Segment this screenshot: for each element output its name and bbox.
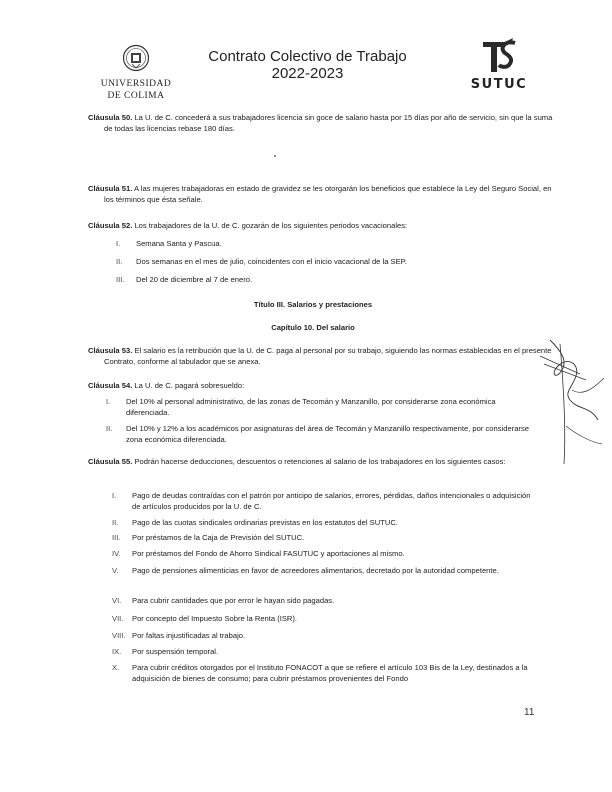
union-name: SUTUC (470, 77, 528, 92)
clausula-50 (88, 112, 554, 134)
clausula-50-text: La U. de C. concederá a sus trabajadores licencia sin goce de salario hasta por 15 días por año de servicio, sin que la suma de todas las licencias rebase 180 días. (104, 113, 553, 133)
clausula-54-text: La U. de C. pagará sobresueldo: (132, 381, 245, 390)
clausula-54-label: Cláusula 54. (88, 381, 133, 390)
clausula-53 (88, 345, 554, 367)
university-seal-icon (122, 44, 150, 72)
signature-icon (520, 330, 610, 470)
university-name-line1: UNIVERSIDAD (100, 79, 172, 89)
clausula-52-text: Los trabajadores de la U. de C. gozarán de los siguientes periodos vacacionales: (132, 221, 408, 230)
title-line1: Contrato Colectivo de Trabajo (208, 48, 407, 65)
page-number: 11 (524, 707, 535, 718)
clausula-53-label: Cláusula 53. (88, 346, 133, 355)
list-item: II. Del 10% y 12% a los académicos por asignaturas del área de Tecomán y Manzanillo respectivamente, por considerarse zona económica diferenciada. (106, 424, 529, 444)
sutuc-logo-icon (477, 38, 521, 74)
section-title: Título III. Salarios y prestaciones (253, 300, 373, 309)
list-item: I. Del 10% al personal administrativo, de las zonas de Tecomán y Manzanillo, por considerarse zona económica diferenciada. (106, 397, 496, 417)
clausula-55-text: Podrán hacerse deducciones, descuentos o retenciones al salario de los trabajadores en los siguientes casos: (132, 457, 506, 466)
chapter-title: Capítulo 10. Del salario (271, 323, 355, 332)
list-item: X. Para cubrir créditos otorgados por el Instituto FONACOT a que se refiere el artículo 103 Bis de la Ley, destinados a la adquisición de bienes de consumo; para cubrir préstamos provenientes del Fondo (112, 663, 528, 683)
clausula-51 (88, 183, 554, 205)
scan-speck (274, 155, 276, 157)
list-item: V. Pago de pensiones alimenticias en favor de acreedores alimentarios, decretado por la autoridad competente. (112, 566, 499, 575)
clausula-55 (88, 456, 554, 467)
clausula-53-text: El salario es la retribución que la U. de C. paga al personal por su trabajo, siguiendo las normas establecidas en el presente Contrato, conforme al tabulador que se anexa. (104, 346, 552, 366)
union-logo (466, 38, 532, 92)
clausula-55-label: Cláusula 55. (88, 457, 133, 466)
clausula-51-text: A las mujeres trabajadoras en estado de gravidez se les otorgarán los beneficios que establece la Ley del Seguro Social, en los términos que ésta señale. (104, 184, 552, 204)
clausula-50-label: Cláusula 50. (88, 113, 133, 122)
document-title (200, 48, 415, 82)
list-item: I. Pago de deudas contraídas con el patrón por anticipo de salarios, errores, pérdidas, daños intencionales o adquisición de artículos producidos por la U. de C. (112, 491, 531, 511)
clausula-51-label: Cláusula 51. (88, 184, 133, 193)
university-logo (100, 44, 172, 101)
document-page: UNIVERSIDAD DE COLIMA Contrato Colectivo de Trabajo 2022-2023 SUTUC Cláusula 50. La U. de C. concederá a sus trabajadores licencia sin goce de salario hasta por 15 días por año de servicio, sin que la suma de todas las licencias rebase 180 días. Cláusula 51. A las mujeres trabajadoras en estado de gravidez se les otorgarán los beneficios que establece la Ley del Seguro Social, en los términos que ésta señale. Cláusula 52. Los trabajadores de la U. de C. gozarán de los siguientes periodos vacacionales: I. Semana Santa y Pascua. II. Dos semanas en el mes de julio, coincidentes con el inicio vacacional de la SEP. III. Del 20 de diciembre al 7 de enero. Título III. Salarios y prestaciones Capítulo 10. Del salario Cláusula 53. El salario es la retribución que la U. de C. paga al personal por su trabajo, siguiendo las normas establecidas en el presente Contrato, conforme al tabulador que se anexa. Cláusula 54. La U. de C. pagará sobresueldo: I. Del 10% al personal administrativo, de las zonas de Tecomán y Manzanillo, por considerarse zona económica diferenciada. II. Del 10% y 12% a los académicos por asignaturas del área de Tecomán y Manzanillo respectivamente, por considerarse zona económica diferenciada. Cláusula 55. Podrán hacerse deducciones, descuentos o retenciones al salario de los trabajadores en los siguientes casos: I. Pago de deudas contraídas con el patrón por anticipo de salarios, errores, pérdidas, daños intencionales o adquisición de artículos producidos por la U. de C. II. Pago de las cuotas sindicales ordinarias previstas en los estatutos del SUTUC. III. Por préstamos de la Caja de Previsión del SUTUC. IV. Por préstamos del Fondo de Ahorro Sindical FASUTUC y aportaciones al mismo. V. Pago de pensiones alimenticias en favor de acreedores alimentarios, decretado por la autoridad competente. VI. Para cubrir cantidades que por error le hayan sido pagadas. VII. Por concepto del Impuesto Sobre la Renta (ISR). VIII. Por faltas injustificadas al trabajo. IX. Por suspensión temporal. X. Para cubrir créditos otorgados por el Instituto FONACOT a que se refiere el artículo 103 Bis de la Ley, destinados a la adquisición de bienes de consumo; para cubrir préstamos provenientes del Fondo 11 (0, 0, 612, 792)
clausula-54 (88, 380, 538, 391)
title-line2: 2022-2023 (271, 65, 344, 82)
clausula-52 (88, 220, 538, 231)
university-name-line2: DE COLIMA (107, 91, 165, 101)
clausula-52-label: Cláusula 52. (88, 221, 133, 230)
